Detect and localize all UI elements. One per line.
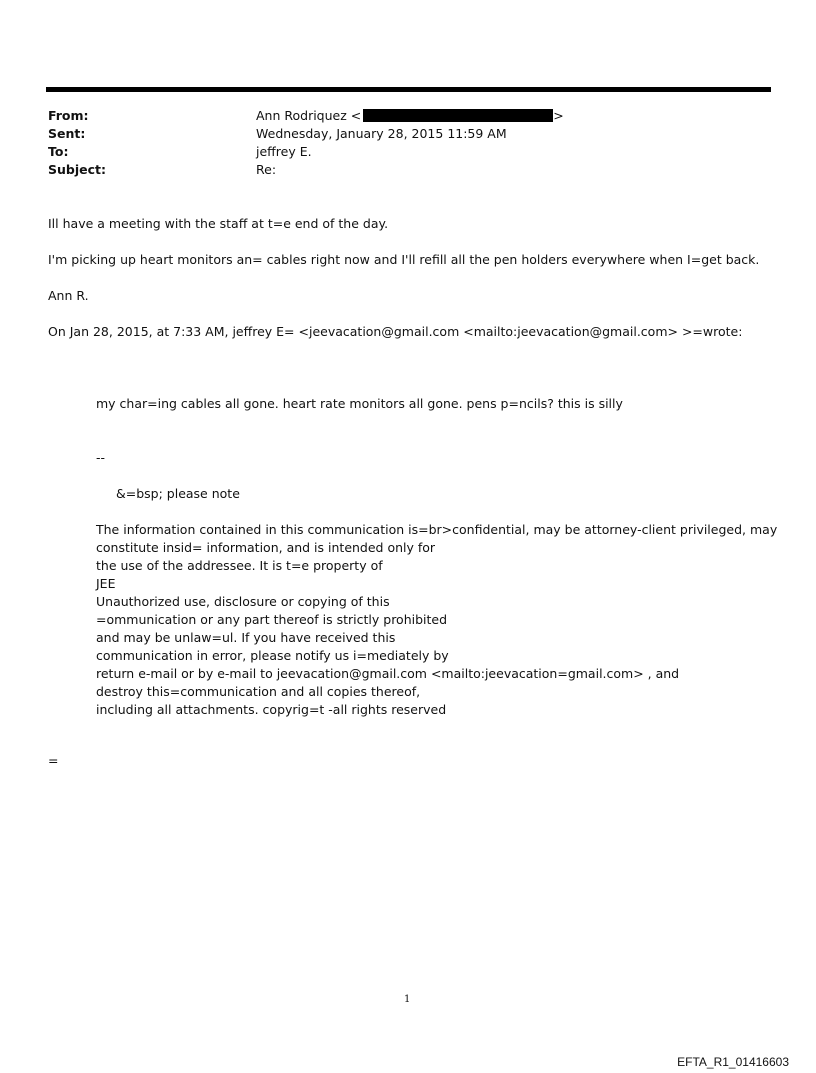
redaction-bar (363, 109, 553, 122)
disclaimer-line: destroy this=communication and all copies thereof, (96, 684, 421, 699)
subject-value: Re: (256, 162, 277, 177)
disclaimer-line: The information contained in this communication is=br>confidential, may be attorney-client privileged, may (96, 522, 778, 537)
disclaimer (96, 521, 777, 719)
from-value (256, 107, 564, 125)
disclaimer-line: Unauthorized use, disclosure or copying of this (96, 594, 390, 609)
disclaimer-line: and may be unlaw=ul. If you have received this (96, 630, 396, 645)
from-label: From: (48, 108, 89, 123)
to-label: To: (48, 144, 69, 159)
disclaimer-line: communication in error, please notify us i=mediately by (96, 648, 449, 663)
from-tail: > (553, 108, 564, 123)
to-value: jeffrey E. (256, 144, 312, 159)
from-name: Ann Rodriquez < (256, 108, 362, 123)
disclaimer-line: return e-mail or by e-mail to jeevacation@gmail.com <mailto:jeevacation=gmail.com> , and (96, 666, 680, 681)
page-number: 1 (404, 994, 411, 1005)
subject-label: Subject: (48, 162, 106, 177)
please-note: &=bsp; please note (116, 486, 240, 501)
body-line-1: Ill have a meeting with the staff at t=e end of the day. (48, 216, 389, 231)
quoted-message: my char=ing cables all gone. heart rate monitors all gone. pens p=ncils? this is silly (96, 396, 623, 411)
disclaimer-line: constitute insid= information, and is intended only for (96, 540, 436, 555)
signature: Ann R. (48, 288, 89, 303)
disclaimer-line: JEE (96, 576, 116, 591)
quote-intro: On Jan 28, 2015, at 7:33 AM, jeffrey E= <jeevacation@gmail.com <mailto:jeevacation@gmail.com> >=wrote: (48, 324, 743, 339)
disclaimer-line: =ommunication or any part thereof is strictly prohibited (96, 612, 448, 627)
sent-label: Sent: (48, 126, 86, 141)
disclaimer-line: the use of the addressee. It is t=e property of (96, 558, 383, 573)
signature-dashes: -- (96, 450, 106, 465)
disclaimer-line: including all attachments. copyrig=t -all rights reserved (96, 702, 447, 717)
sent-value: Wednesday, January 28, 2015 11:59 AM (256, 126, 507, 141)
trailing-char: = (48, 753, 59, 768)
header-rule (46, 87, 771, 92)
body-line-2: I'm picking up heart monitors an= cables right now and I'll refill all the pen holders everywhere when I=get back. (48, 252, 760, 267)
document-id: EFTA_R1_01416603 (677, 1055, 789, 1069)
